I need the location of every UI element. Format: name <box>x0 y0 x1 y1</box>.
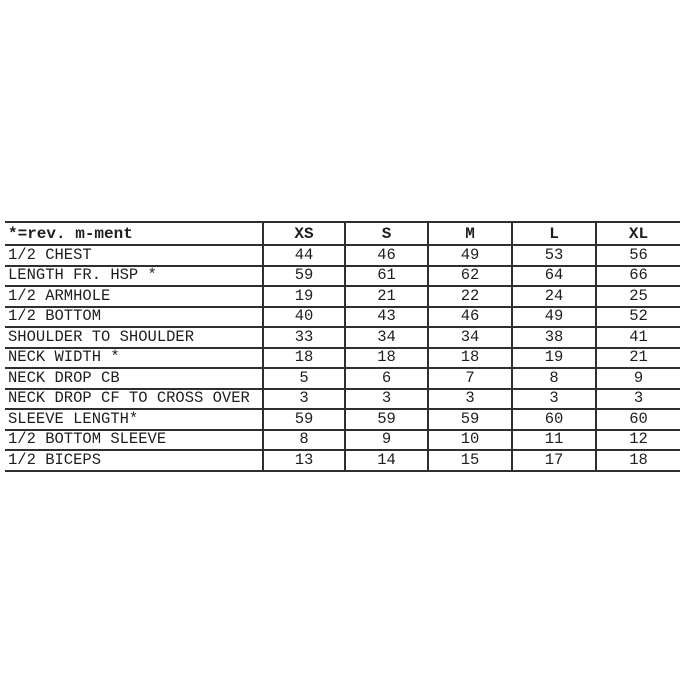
table-body <box>5 245 680 471</box>
cell-xl: 18 <box>596 450 680 471</box>
cell-m: 46 <box>428 307 512 328</box>
cell-s: 34 <box>345 327 428 348</box>
size-chart-container <box>5 221 680 472</box>
size-chart-table <box>5 221 680 472</box>
table-row-neck-drop-cb <box>5 368 680 389</box>
cell-l: 17 <box>512 450 596 471</box>
table-row-length-fr-hsp <box>5 266 680 287</box>
cell-xl: 56 <box>596 245 680 266</box>
cell-xl: 66 <box>596 266 680 287</box>
table-row-half-biceps <box>5 450 680 471</box>
cell-s: 43 <box>345 307 428 328</box>
row-label: NECK DROP CB <box>5 368 263 389</box>
cell-xs: 5 <box>263 368 345 389</box>
cell-m: 59 <box>428 409 512 430</box>
row-label: 1/2 BOTTOM SLEEVE <box>5 430 263 451</box>
cell-m: 10 <box>428 430 512 451</box>
cell-xl: 3 <box>596 389 680 410</box>
cell-m: 15 <box>428 450 512 471</box>
cell-l: 8 <box>512 368 596 389</box>
cell-l: 64 <box>512 266 596 287</box>
table-row-neck-width <box>5 348 680 369</box>
cell-xs: 3 <box>263 389 345 410</box>
cell-xs: 8 <box>263 430 345 451</box>
cell-m: 62 <box>428 266 512 287</box>
cell-l: 53 <box>512 245 596 266</box>
cell-xs: 59 <box>263 266 345 287</box>
cell-m: 34 <box>428 327 512 348</box>
cell-s: 61 <box>345 266 428 287</box>
cell-l: 19 <box>512 348 596 369</box>
row-label: 1/2 BOTTOM <box>5 307 263 328</box>
cell-xl: 41 <box>596 327 680 348</box>
cell-l: 49 <box>512 307 596 328</box>
row-label: NECK WIDTH * <box>5 348 263 369</box>
column-header-xs: XS <box>263 222 345 245</box>
table-row-neck-drop-cf <box>5 389 680 410</box>
cell-xl: 52 <box>596 307 680 328</box>
cell-xl: 9 <box>596 368 680 389</box>
cell-xs: 18 <box>263 348 345 369</box>
row-label: SLEEVE LENGTH* <box>5 409 263 430</box>
cell-s: 59 <box>345 409 428 430</box>
cell-xl: 12 <box>596 430 680 451</box>
cell-xs: 44 <box>263 245 345 266</box>
row-label: LENGTH FR. HSP * <box>5 266 263 287</box>
cell-s: 46 <box>345 245 428 266</box>
table-row-half-chest <box>5 245 680 266</box>
row-label: 1/2 ARMHOLE <box>5 286 263 307</box>
cell-xs: 33 <box>263 327 345 348</box>
row-label: NECK DROP CF TO CROSS OVER <box>5 389 263 410</box>
column-header-s: S <box>345 222 428 245</box>
cell-l: 24 <box>512 286 596 307</box>
table-row-half-bottom <box>5 307 680 328</box>
cell-m: 3 <box>428 389 512 410</box>
cell-xl: 25 <box>596 286 680 307</box>
cell-m: 49 <box>428 245 512 266</box>
row-label: SHOULDER TO SHOULDER <box>5 327 263 348</box>
cell-xl: 21 <box>596 348 680 369</box>
column-header-m: M <box>428 222 512 245</box>
cell-m: 22 <box>428 286 512 307</box>
table-row-half-armhole <box>5 286 680 307</box>
row-label: 1/2 CHEST <box>5 245 263 266</box>
cell-s: 21 <box>345 286 428 307</box>
cell-l: 3 <box>512 389 596 410</box>
cell-xs: 40 <box>263 307 345 328</box>
cell-m: 18 <box>428 348 512 369</box>
header-measurement-note: *=rev. m-ment <box>5 222 263 245</box>
cell-s: 3 <box>345 389 428 410</box>
cell-xl: 60 <box>596 409 680 430</box>
table-row-half-bottom-sleeve <box>5 430 680 451</box>
table-row-sleeve-length <box>5 409 680 430</box>
cell-l: 11 <box>512 430 596 451</box>
cell-m: 7 <box>428 368 512 389</box>
cell-s: 18 <box>345 348 428 369</box>
cell-l: 60 <box>512 409 596 430</box>
cell-s: 14 <box>345 450 428 471</box>
cell-xs: 13 <box>263 450 345 471</box>
cell-s: 6 <box>345 368 428 389</box>
cell-xs: 19 <box>263 286 345 307</box>
table-header-row <box>5 222 680 245</box>
cell-l: 38 <box>512 327 596 348</box>
cell-xs: 59 <box>263 409 345 430</box>
column-header-l: L <box>512 222 596 245</box>
column-header-xl: XL <box>596 222 680 245</box>
table-row-shoulder-to-shoulder <box>5 327 680 348</box>
row-label: 1/2 BICEPS <box>5 450 263 471</box>
cell-s: 9 <box>345 430 428 451</box>
